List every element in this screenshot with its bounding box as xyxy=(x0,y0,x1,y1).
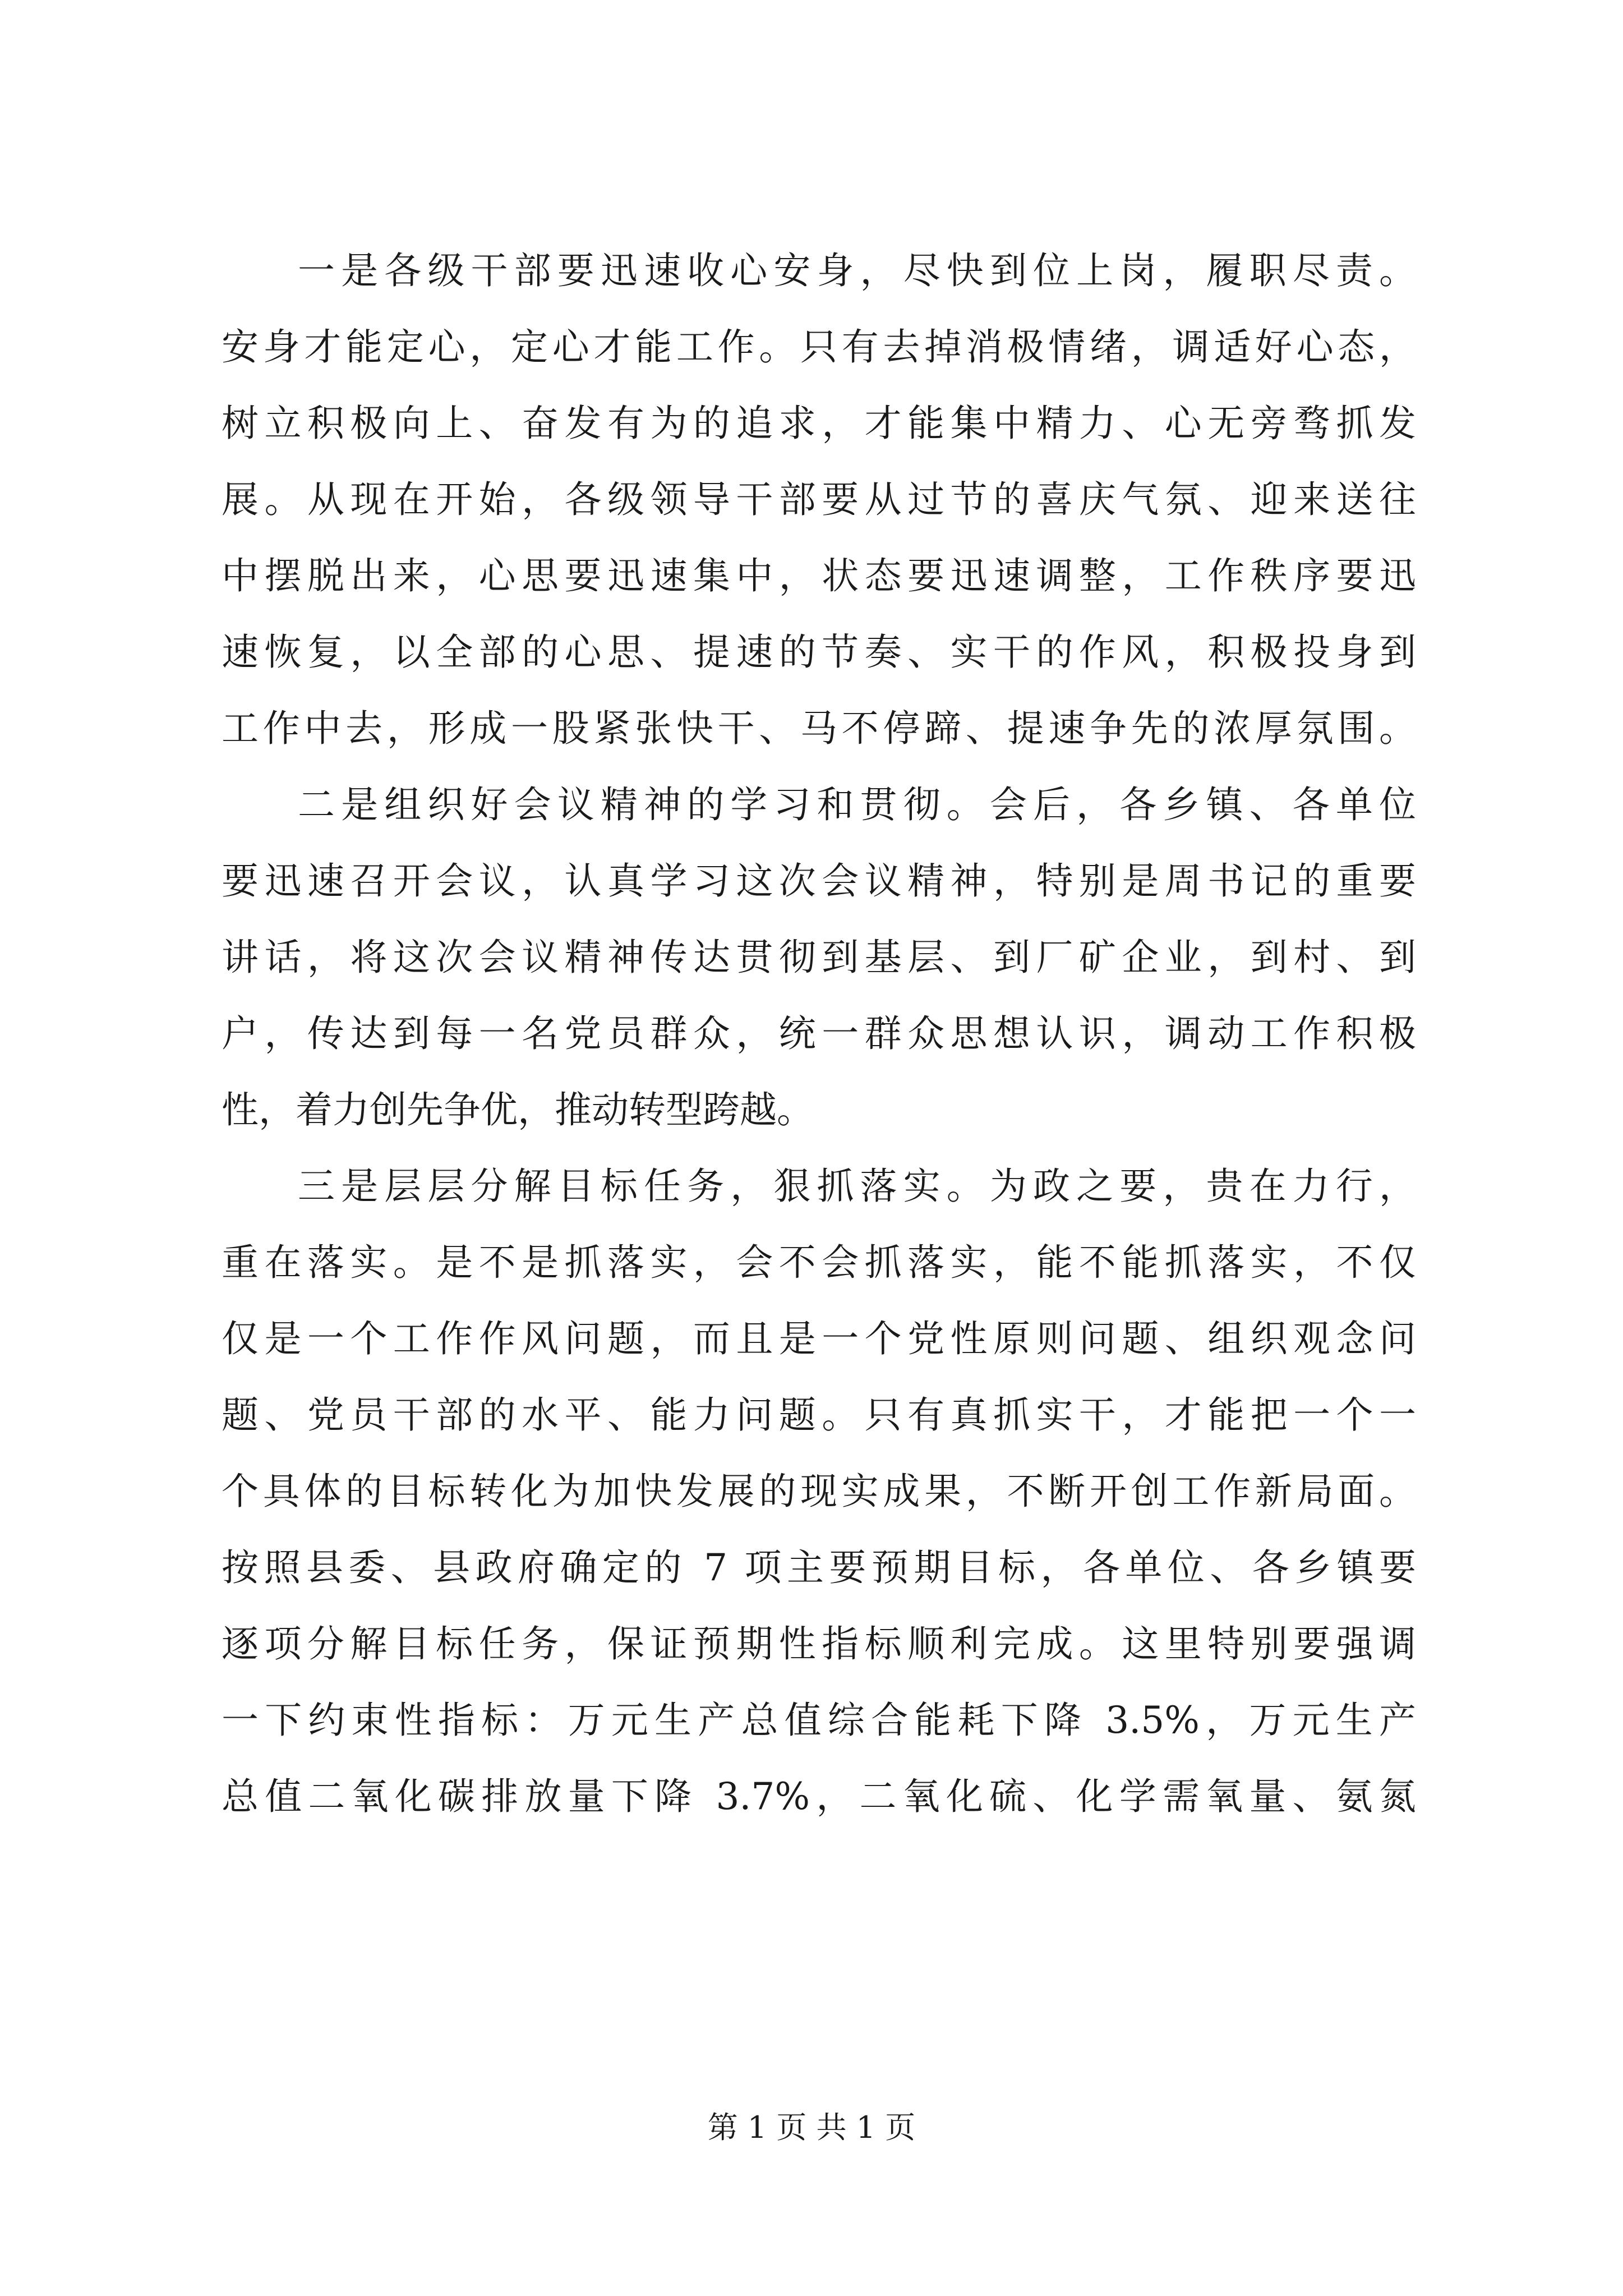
text-line: 速恢复，以全部的心思、提速的节奏、实干的作风，积极投身到 xyxy=(222,631,1416,674)
text-line: 中摆脱出来，心思要迅速集中，状态要迅速调整，工作秩序要迅 xyxy=(222,554,1416,597)
page-footer: 第 1 页 共 1 页 xyxy=(707,2110,916,2145)
text-line: 题、党员干部的水平、能力问题。只有真抓实干，才能把一个一 xyxy=(222,1393,1416,1437)
text-line: 二是组织好会议精神的学习和贯彻。会后，各乡镇、各单位 xyxy=(298,783,1416,826)
text-line: 按照县委、县政府确定的 7 项主要预期目标，各单位、各乡镇要 xyxy=(222,1546,1416,1589)
paragraph-2 xyxy=(222,767,1416,1148)
paragraph-3 xyxy=(222,1148,1416,1835)
text-line: 性，着力创先争优，推动转型跨越。 xyxy=(222,1088,814,1131)
paragraph-1 xyxy=(222,233,1416,767)
text-line: 逐项分解目标任务，保证预期性指标顺利完成。这里特别要强调 xyxy=(222,1622,1416,1665)
text-line: 要迅速召开会议，认真学习这次会议精神，特别是周书记的重要 xyxy=(222,859,1416,903)
text-line: 展。从现在开始，各级领导干部要从过节的喜庆气氛、迎来送往 xyxy=(222,478,1416,521)
text-line: 一是各级干部要迅速收心安身，尽快到位上岗，履职尽责。 xyxy=(298,249,1416,292)
text-line: 一下约束性指标：万元生产总值综合能耗下降 3.5%，万元生产 xyxy=(222,1699,1416,1742)
text-line: 户，传达到每一名党员群众，统一群众思想认识，调动工作积极 xyxy=(222,1012,1416,1055)
text-line: 三是层层分解目标任务，狠抓落实。为政之要，贵在力行， xyxy=(298,1165,1416,1208)
document-body xyxy=(222,233,1416,1835)
text-line: 仅是一个工作作风问题，而且是一个党性原则问题、组织观念问 xyxy=(222,1317,1416,1360)
text-line: 树立积极向上、奋发有为的追求，才能集中精力、心无旁骛抓发 xyxy=(222,402,1416,445)
text-line: 安身才能定心，定心才能工作。只有去掉消极情绪，调适好心态， xyxy=(222,325,1416,369)
text-line: 工作中去，形成一股紧张快干、马不停蹄、提速争先的浓厚氛围。 xyxy=(222,707,1416,750)
text-line: 个具体的目标转化为加快发展的现实成果，不断开创工作新局面。 xyxy=(222,1470,1416,1513)
text-line: 重在落实。是不是抓落实，会不会抓落实，能不能抓落实，不仅 xyxy=(222,1241,1416,1284)
text-line: 总值二氧化碳排放量下降 3.7%，二氧化硫、化学需氧量、氨氮 xyxy=(222,1775,1416,1818)
text-line: 讲话，将这次会议精神传达贯彻到基层、到厂矿企业，到村、到 xyxy=(222,936,1416,979)
